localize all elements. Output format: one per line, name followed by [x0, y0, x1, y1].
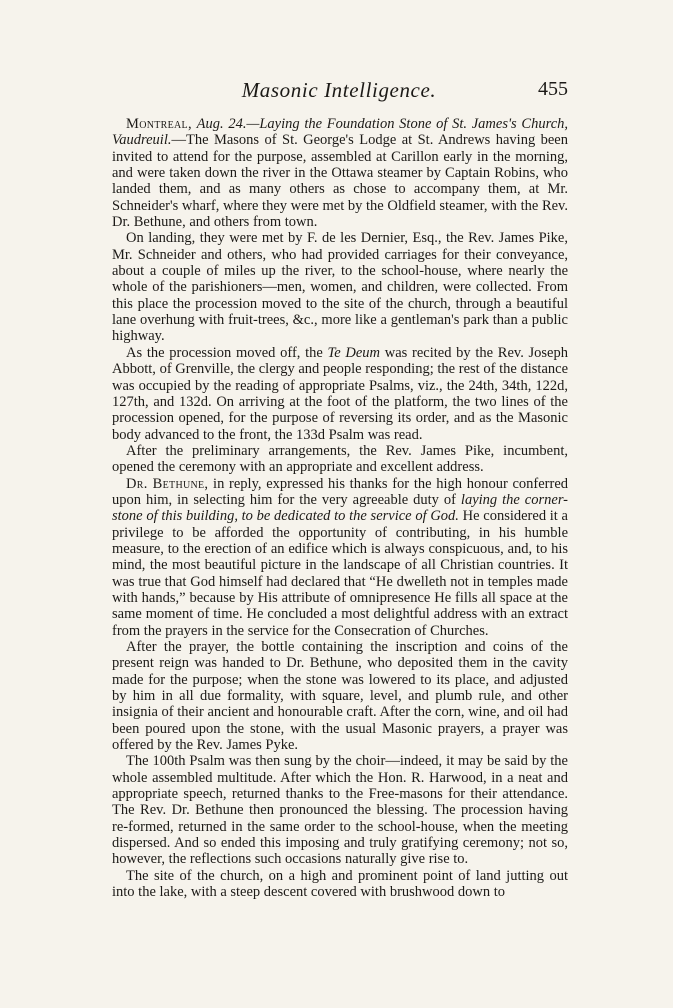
paragraph-stone-laying: After the prayer, the bottle containing the inscription and coins of the present reign was handed to Dr. Bethune, who deposited them in the cavity made for the purpose; when the stone was lowered to its place, and adjusted by him in all due formality, with square, level, and plumb rule, and other insignia of their ancient and honourable craft. After the corn, wine, and oil had been poured upon the stone, with the usual Masonic prayers, a prayer was offered by the Rev. James Pyke.: [112, 639, 568, 754]
article-body: [112, 116, 568, 901]
dateline-heading: Aug. 24.—Laying the Foundation Stone of St. James's Church, Vaudreuil.: [112, 116, 569, 149]
page-number: 455: [538, 78, 568, 100]
paragraph-text: He considered it a privilege to be afforded the opportunity of contributing, in his humble measure, to the erection of an edifice which is always conspicuous, and, to his mind, the most beautiful picture in the landscape of all Christian countries. It was true that God himself had declared that “He dwelleth not in temples made with hands,” because by His attribute of omnipresence He fills all space at the same moment of time. He concluded a most delightful address with an extract from the prayers in the service for the Consecration of Churches.: [112, 508, 568, 639]
paragraph-conclusion: The 100th Psalm was then sung by the choir—indeed, it may be said by the whole assembled multitude. After which the Hon. R. Harwood, in a neat and appropriate speech, returned thanks to the Free-masons for their attendance. The Rev. Dr. Bethune then pronounced the blessing. The procession having re-formed, returned in the same order to the school-house, when the meeting dispersed. And so ended this imposing and truly gratifying ceremony; not so, however, the reflections such occasions naturally give rise to.: [112, 753, 568, 868]
paragraph-text: —The Masons of St. George's Lodge at St. Andrews having been invited to attend for the purpose, assembled at Carillon early in the morning, and were taken down the river in the Ottawa steamer by Captain Robins, who landed them, and as many others as chose to accompany them, at Mr. Schneider's wharf, where they were met by the Oldfield steamer, with the Rev. Dr. Bethune, and others from town.: [112, 132, 568, 231]
paragraph-text: As the procession moved off, the: [126, 344, 328, 361]
dateline-place: Montreal,: [126, 116, 192, 132]
te-deum-italic: Te Deum: [327, 344, 381, 361]
paragraph-dateline: [112, 116, 568, 230]
emphasis-italic: laying the corner-stone of this building, to be dedicated to the service of God.: [112, 491, 568, 525]
paragraph-text: was recited by the Rev. Joseph Abbott, of Grenville, the clergy and people responding; the rest of the distance was occupied by the reading of appropriate Psalms, viz., the 24th, 34th, 122d, 127th, and 132d. On arriving at the foot of the platform, the two lines of the procession opened, for the purpose of reversing its order, and as the Masonic body advanced to the front, the 133d Psalm was read.: [112, 344, 568, 443]
paragraph-church-site: The site of the church, on a high and prominent point of land jutting out into the lake, with a steep descent covered with brushwood down to: [112, 867, 568, 901]
paragraph-landing: On landing, they were met by F. de les Dernier, Esq., the Rev. James Pike, Mr. Schneider and others, who had provided carriages for their conveyance, about a couple of miles up the river, to the school-house, where nearly the whole of the parishioners—men, women, and children, were collected. From this place the procession moved to the site of the church, through a beautiful lane overhung with fruit-trees, &c., more like a gentleman's park than a public highway.: [112, 230, 568, 345]
paragraph-procession: [112, 345, 568, 443]
paragraph-arrangements: After the preliminary arrangements, the Rev. James Pike, incumbent, opened the ceremony with an appropriate and excellent address.: [112, 442, 568, 476]
page-header: [110, 78, 568, 104]
running-title: Masonic Intelligence.: [241, 78, 437, 102]
paragraph-bethune-address: [112, 476, 568, 639]
speaker-name: Dr. Bethune,: [126, 475, 209, 492]
paragraph-text: in reply, expressed his thanks for the high honour conferred upon him, in selecting him for the very agreeable duty of: [112, 475, 569, 508]
